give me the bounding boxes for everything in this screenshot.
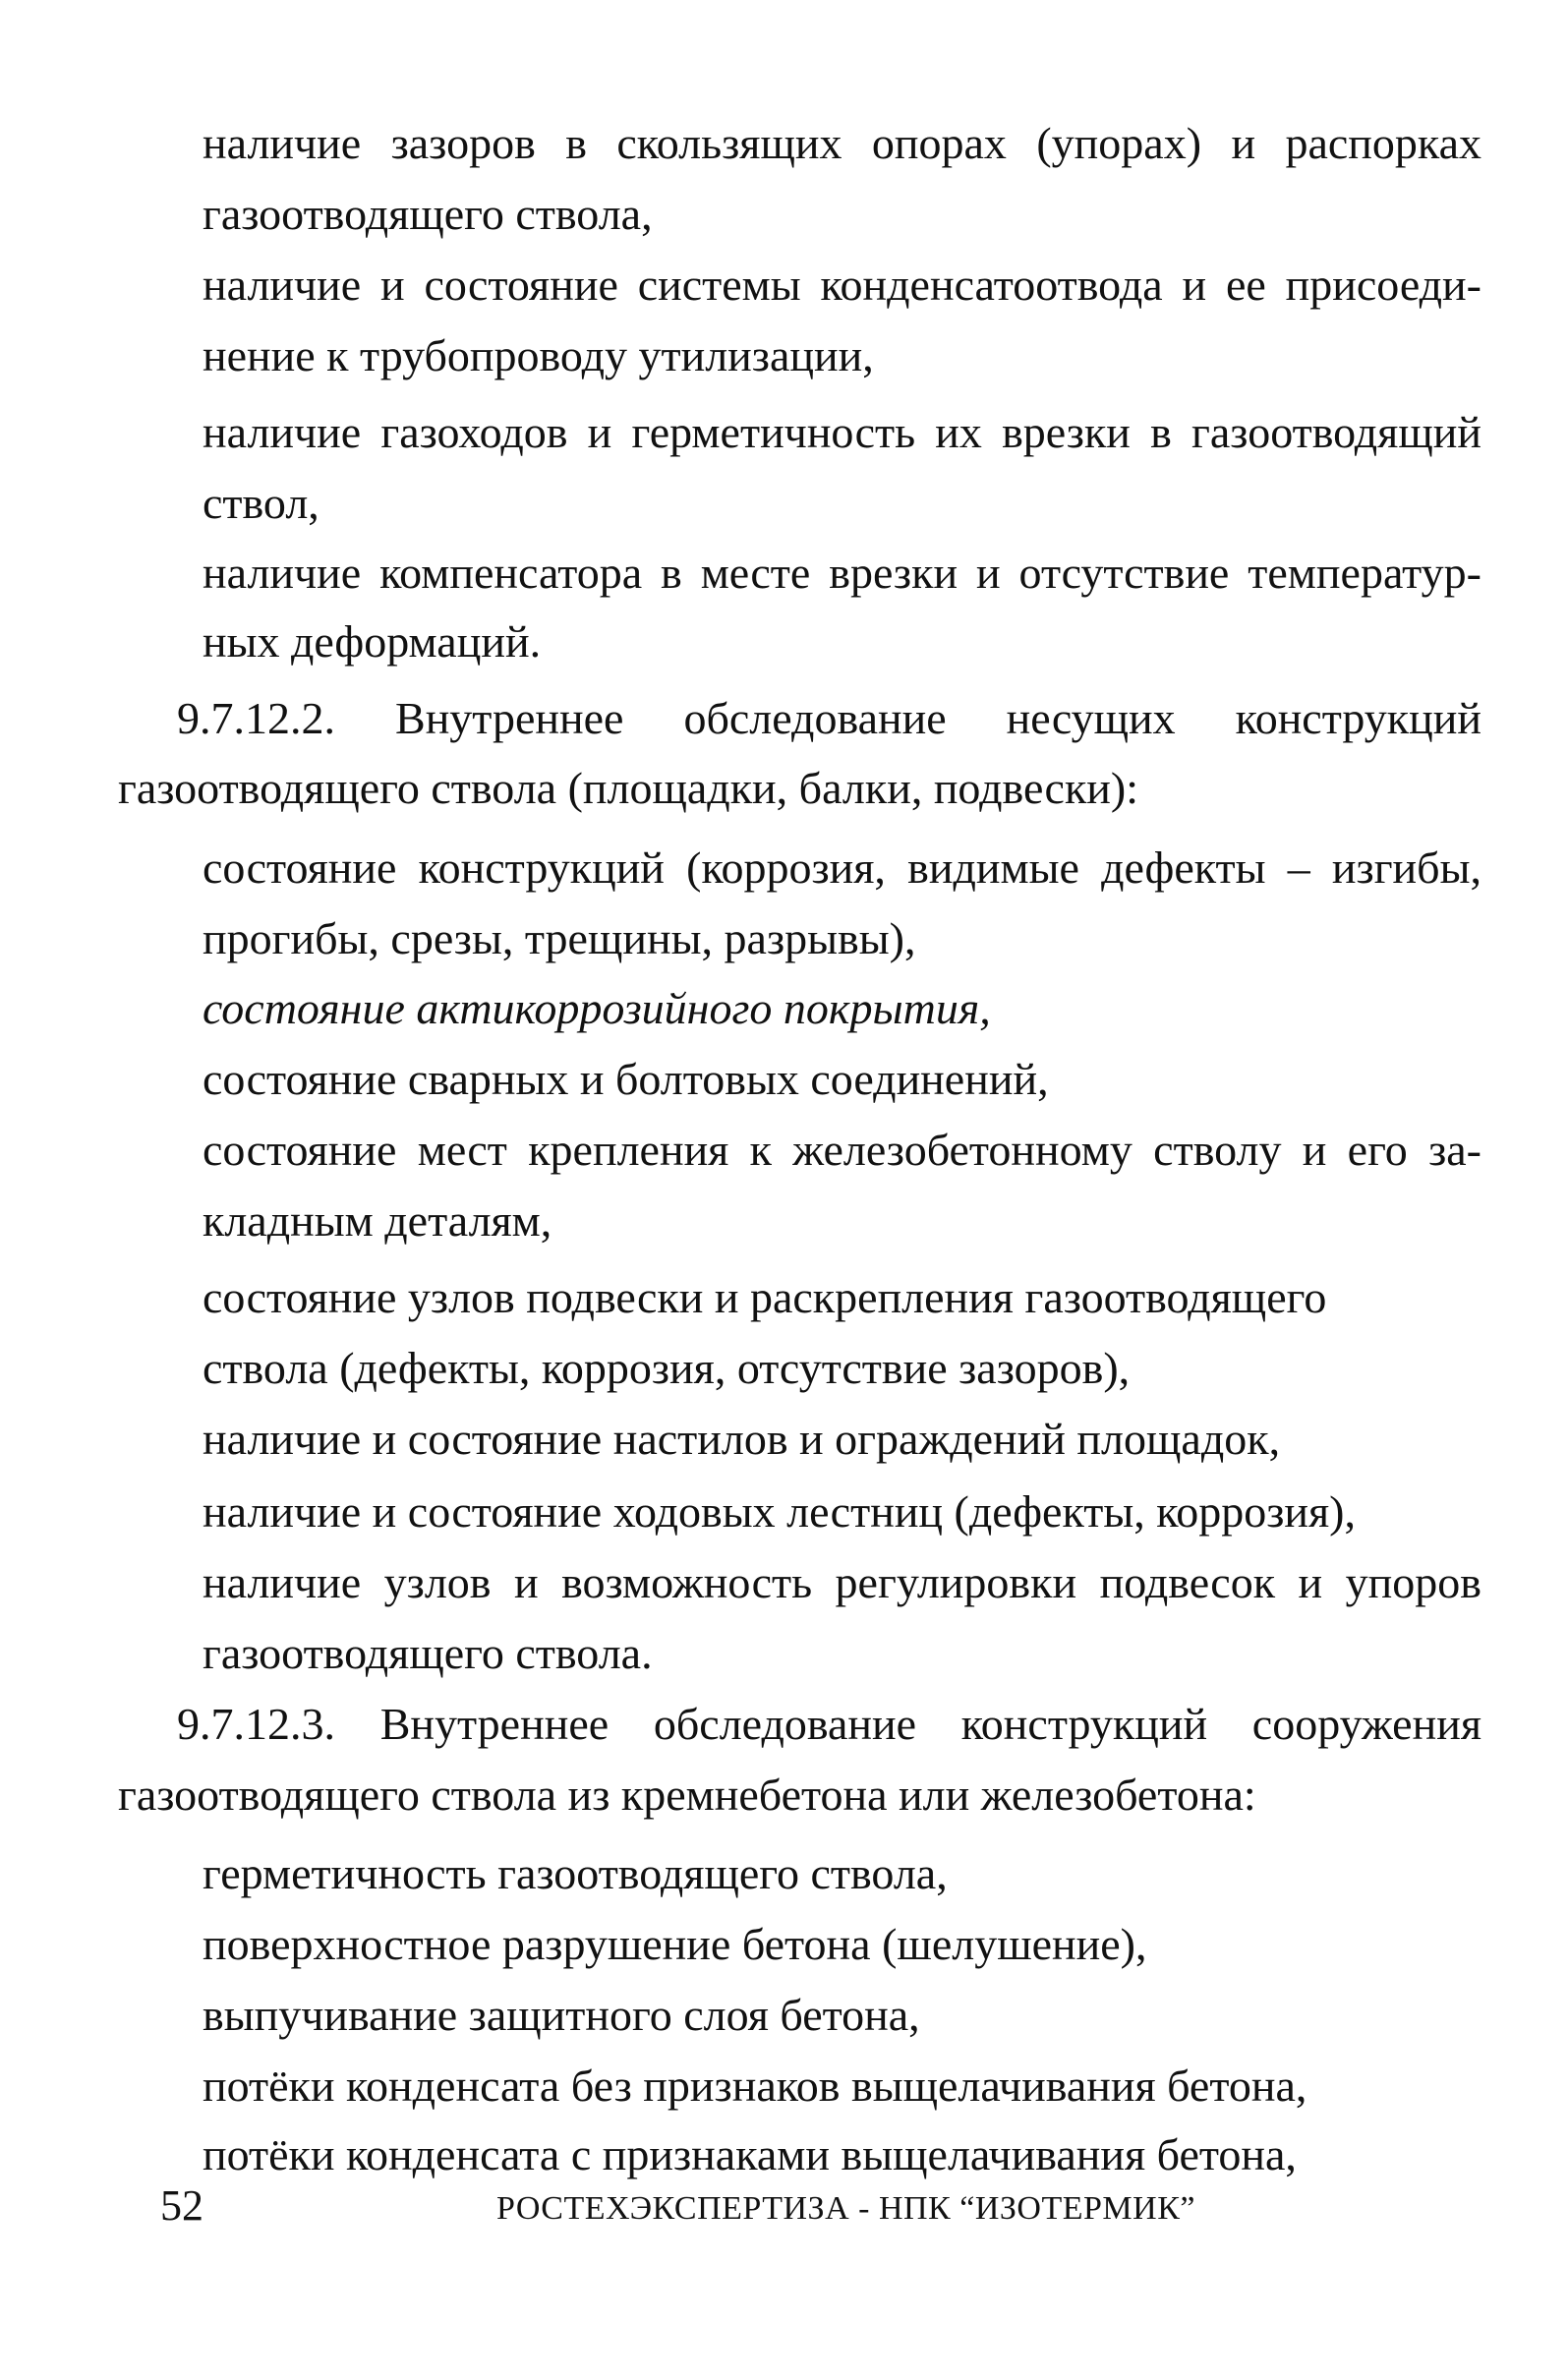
text-line: выпучивание защитного слоя бетона, <box>203 1990 920 2040</box>
section-heading-9-7-12-2: 9.7.12.2. Внутреннее обследование несущих конструкций <box>177 693 1481 743</box>
text-line: ствола (дефекты, коррозия, отсутствие зазоров), <box>203 1343 1131 1393</box>
text-line: герметичность газоотводящего ствола, <box>203 1848 948 1898</box>
text-line: наличие и состояние настилов и ограждений площадок, <box>203 1414 1281 1464</box>
text-line: наличие и состояние ходовых лестниц (дефекты, коррозия), <box>203 1486 1356 1537</box>
text-line: нение к трубопроводу утилизации, <box>203 330 874 380</box>
page-number: 52 <box>160 2181 203 2230</box>
text-line: наличие узлов и возможность регулировки подвесок и упоров <box>203 1557 1481 1607</box>
text-line: наличие компенсатора в месте врезки и отсутствие температур- <box>203 548 1481 598</box>
text-line: газоотводящего ствола. <box>203 1628 653 1678</box>
text-line: ных деформаций. <box>203 616 542 667</box>
text-line: газоотводящего ствола (площадки, балки, подвески): <box>118 763 1139 813</box>
text-line: газоотводящего ствола из кремнебетона или железобетона: <box>118 1770 1256 1820</box>
text-line: состояние актикоррозийного покрытия, <box>203 983 991 1033</box>
text-line: кладным деталям, <box>203 1195 552 1246</box>
text-line: потёки конденсата без признаков выщелачивания бетона, <box>203 2061 1307 2111</box>
text-line: состояние узлов подвески и раскрепления газоотводящего <box>203 1272 1327 1322</box>
text-line: наличие газоходов и герметичность их врезки в газоотводящий <box>203 407 1481 457</box>
text-line: потёки конденсата с признаками выщелачивания бетона, <box>203 2129 1297 2179</box>
text-line: поверхностное разрушение бетона (шелушение), <box>203 1919 1147 1969</box>
publisher-footer: РОСТЕХЭКСПЕРТИЗА - НПК “ИЗОТЕРМИК” <box>496 2190 1195 2227</box>
text-line: наличие зазоров в скользящих опорах (упорах) и распорках <box>203 118 1481 168</box>
section-heading-9-7-12-3: 9.7.12.3. Внутреннее обследование конструкций сооружения <box>177 1699 1481 1749</box>
text-line: состояние сварных и болтовых соединений, <box>203 1054 1049 1104</box>
text-line: состояние мест крепления к железобетонному стволу и его за- <box>203 1125 1481 1175</box>
text-line: газоотводящего ствола, <box>203 189 653 239</box>
text-line: состояние конструкций (коррозия, видимые дефекты – изгибы, <box>203 842 1481 893</box>
text-line: ствол, <box>203 478 319 528</box>
text-line: наличие и состояние системы конденсатоотвода и ее присоеди- <box>203 260 1481 310</box>
text-line: прогибы, срезы, трещины, разрывы), <box>203 913 916 963</box>
